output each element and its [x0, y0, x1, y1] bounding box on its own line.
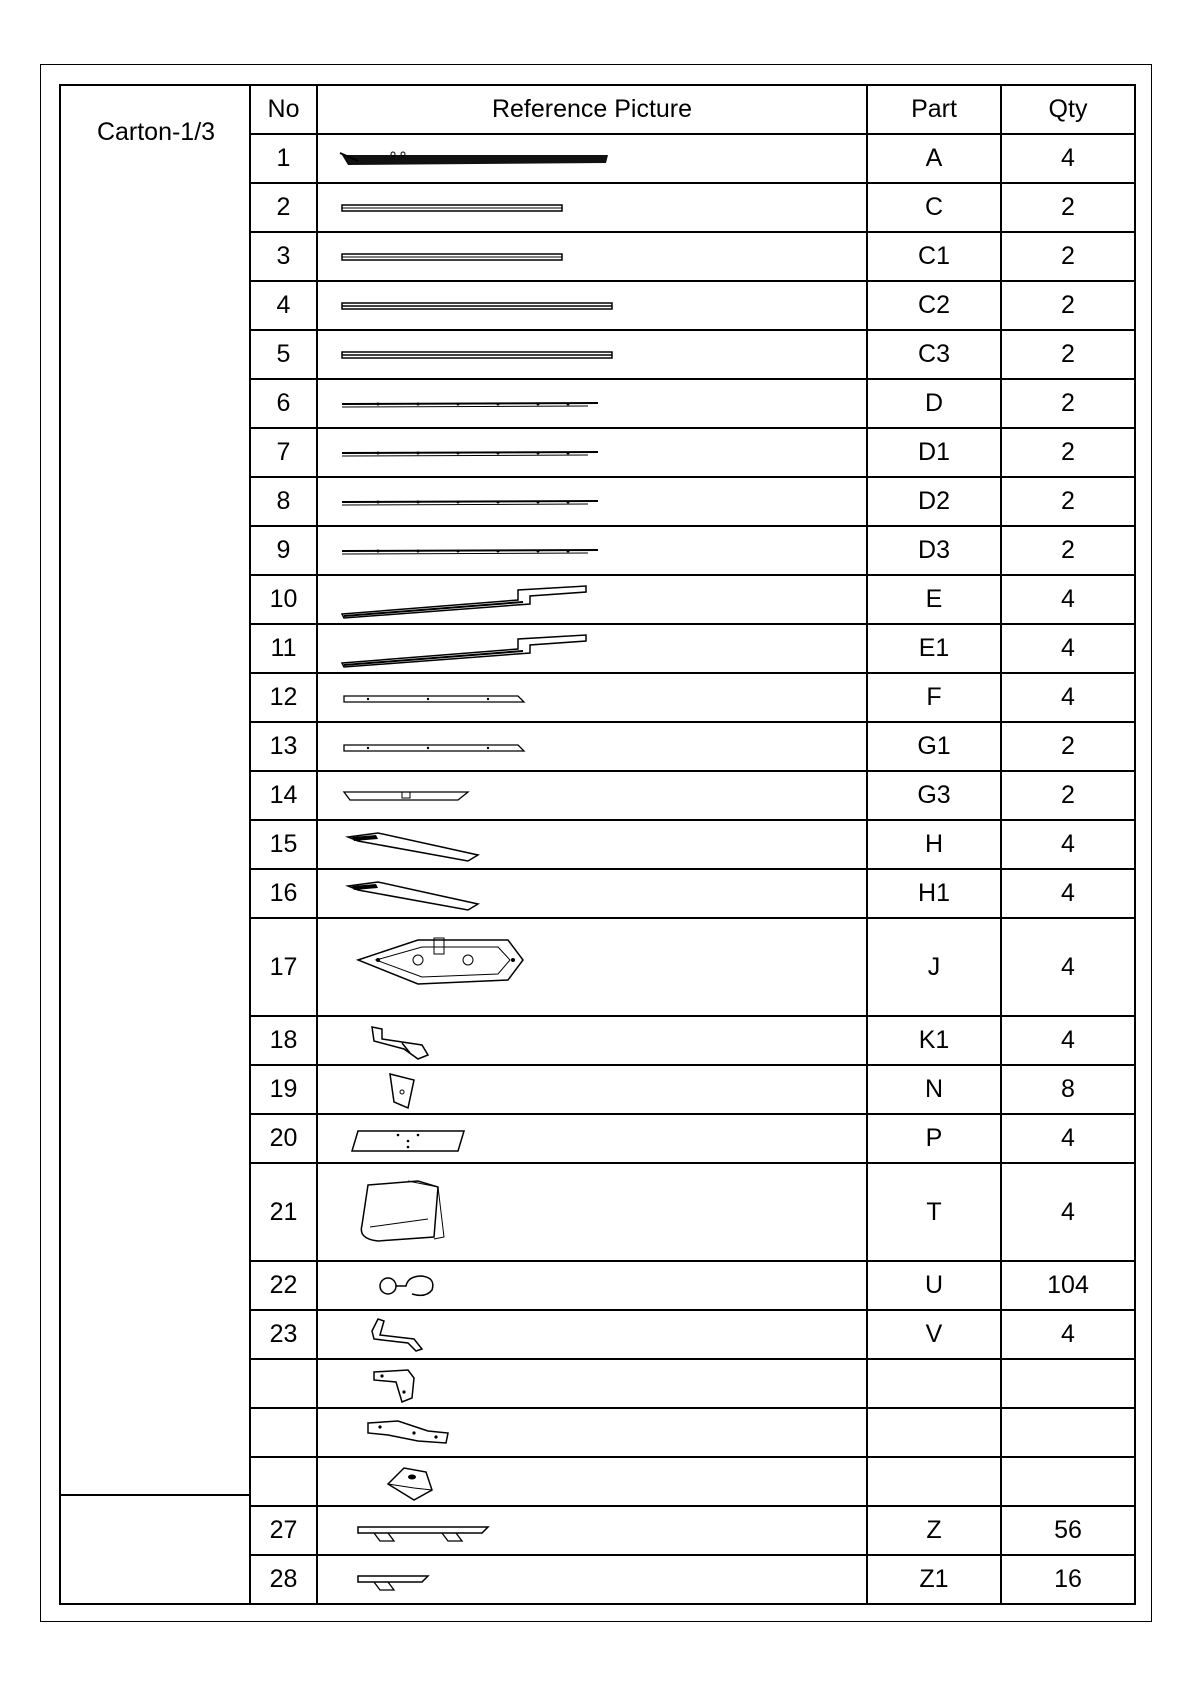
reference-picture-cell — [317, 1555, 867, 1604]
reference-picture-cell — [317, 673, 867, 722]
table-row — [250, 428, 1135, 477]
table-row — [250, 673, 1135, 722]
row-part — [867, 1359, 1001, 1408]
row-qty: 4 — [1001, 134, 1135, 183]
row-no — [250, 1359, 317, 1408]
reference-picture-cell — [317, 575, 867, 624]
carton-column — [59, 84, 249, 1605]
row-no: 16 — [250, 869, 317, 918]
row-qty: 4 — [1001, 673, 1135, 722]
carton-divider — [61, 1494, 251, 1496]
row-no: 5 — [250, 330, 317, 379]
row-no: 27 — [250, 1506, 317, 1555]
flat-bar-icon — [318, 727, 866, 767]
row-part: H1 — [867, 869, 1001, 918]
reference-picture-cell — [317, 624, 867, 673]
row-part: Z1 — [867, 1555, 1001, 1604]
row-part: C2 — [867, 281, 1001, 330]
clip-strip-icon — [318, 1511, 866, 1551]
row-part: C — [867, 183, 1001, 232]
row-no: 23 — [250, 1310, 317, 1359]
row-qty: 4 — [1001, 820, 1135, 869]
reference-picture-cell — [317, 477, 867, 526]
table-row — [250, 526, 1135, 575]
table-row — [250, 477, 1135, 526]
row-qty: 4 — [1001, 624, 1135, 673]
row-part: D2 — [867, 477, 1001, 526]
row-no — [250, 1457, 317, 1506]
table-row — [250, 1555, 1135, 1604]
row-part: D — [867, 379, 1001, 428]
row-no: 19 — [250, 1065, 317, 1114]
table-row — [250, 1261, 1135, 1310]
connector-plate-icon — [318, 1411, 866, 1455]
row-no: 4 — [250, 281, 317, 330]
reference-picture-cell — [317, 183, 867, 232]
row-part: P — [867, 1114, 1001, 1163]
table-row — [250, 918, 1135, 1016]
row-qty — [1001, 1359, 1135, 1408]
row-part: T — [867, 1163, 1001, 1261]
table-row — [250, 1114, 1135, 1163]
row-qty: 4 — [1001, 869, 1135, 918]
reference-picture-cell — [317, 869, 867, 918]
angled-arm-icon — [318, 578, 866, 622]
rubber-foot-icon — [318, 1460, 866, 1504]
header-no: No — [250, 85, 317, 134]
table-row — [250, 281, 1135, 330]
row-qty: 4 — [1001, 575, 1135, 624]
base-plate-icon — [318, 922, 866, 1012]
carton-label: Carton-1/3 — [96, 118, 216, 146]
table-row — [250, 722, 1135, 771]
table-row — [250, 1310, 1135, 1359]
row-part: C1 — [867, 232, 1001, 281]
row-part: D3 — [867, 526, 1001, 575]
row-qty: 2 — [1001, 232, 1135, 281]
row-part: K1 — [867, 1016, 1001, 1065]
row-no: 22 — [250, 1261, 317, 1310]
reference-picture-cell — [317, 428, 867, 477]
row-qty: 4 — [1001, 1163, 1135, 1261]
header-row — [250, 85, 1135, 134]
drilled-rail-icon — [318, 482, 866, 522]
table-row — [250, 1457, 1135, 1506]
brace-icon — [318, 825, 866, 865]
row-no: 14 — [250, 771, 317, 820]
mounting-plate-icon — [318, 1119, 866, 1159]
row-qty: 4 — [1001, 918, 1135, 1016]
row-qty — [1001, 1408, 1135, 1457]
row-qty: 4 — [1001, 1016, 1135, 1065]
reference-picture-cell — [317, 1506, 867, 1555]
row-no: 18 — [250, 1016, 317, 1065]
row-no: 1 — [250, 134, 317, 183]
table-row — [250, 1163, 1135, 1261]
row-part: E1 — [867, 624, 1001, 673]
reference-picture-cell — [317, 281, 867, 330]
row-part: Z — [867, 1506, 1001, 1555]
row-no: 28 — [250, 1555, 317, 1604]
row-part: U — [867, 1261, 1001, 1310]
row-no — [250, 1408, 317, 1457]
row-qty: 2 — [1001, 722, 1135, 771]
row-qty: 2 — [1001, 183, 1135, 232]
row-qty: 2 — [1001, 330, 1135, 379]
hook-ball-icon — [318, 1266, 866, 1306]
table-row — [250, 183, 1135, 232]
row-part: H — [867, 820, 1001, 869]
row-no: 11 — [250, 624, 317, 673]
bent-bracket-icon — [318, 1019, 866, 1063]
table-row — [250, 1506, 1135, 1555]
long-beam-with-bracket-icon — [318, 139, 866, 179]
row-qty: 2 — [1001, 379, 1135, 428]
reference-picture-cell — [317, 1261, 867, 1310]
row-qty: 4 — [1001, 1310, 1135, 1359]
row-no: 21 — [250, 1163, 317, 1261]
row-no: 2 — [250, 183, 317, 232]
row-qty: 104 — [1001, 1261, 1135, 1310]
angle-bracket-icon — [318, 1068, 866, 1112]
long-tube-icon — [318, 286, 866, 326]
flat-bar-icon — [318, 678, 866, 718]
long-tube-icon — [318, 335, 866, 375]
row-qty: 2 — [1001, 526, 1135, 575]
drilled-rail-icon — [318, 531, 866, 571]
reference-picture-cell — [317, 1359, 867, 1408]
header-qty: Qty — [1001, 85, 1135, 134]
table-row — [250, 134, 1135, 183]
reference-picture-cell — [317, 1408, 867, 1457]
row-part — [867, 1457, 1001, 1506]
row-no: 8 — [250, 477, 317, 526]
reference-picture-cell — [317, 1457, 867, 1506]
reference-picture-cell — [317, 722, 867, 771]
row-qty: 2 — [1001, 281, 1135, 330]
row-part: C3 — [867, 330, 1001, 379]
header-reference-picture: Reference Picture — [317, 85, 867, 134]
short-clip-icon — [318, 1560, 866, 1600]
table-row — [250, 232, 1135, 281]
row-part: G1 — [867, 722, 1001, 771]
row-part: J — [867, 918, 1001, 1016]
reference-picture-cell — [317, 1163, 867, 1261]
table-row — [250, 1016, 1135, 1065]
row-qty: 2 — [1001, 428, 1135, 477]
row-qty: 16 — [1001, 1555, 1135, 1604]
row-no: 3 — [250, 232, 317, 281]
fabric-panel-icon — [318, 1167, 866, 1257]
reference-picture-cell — [317, 232, 867, 281]
row-qty: 2 — [1001, 771, 1135, 820]
row-part — [867, 1408, 1001, 1457]
row-part: D1 — [867, 428, 1001, 477]
row-no: 17 — [250, 918, 317, 1016]
row-part: V — [867, 1310, 1001, 1359]
reference-picture-cell — [317, 526, 867, 575]
reference-picture-cell — [317, 771, 867, 820]
reference-picture-cell — [317, 134, 867, 183]
table-row — [250, 575, 1135, 624]
row-no: 13 — [250, 722, 317, 771]
tube-icon — [318, 237, 866, 277]
table-row — [250, 330, 1135, 379]
table-row — [250, 771, 1135, 820]
reference-picture-cell — [317, 1065, 867, 1114]
row-no: 15 — [250, 820, 317, 869]
row-part: F — [867, 673, 1001, 722]
drilled-rail-icon — [318, 433, 866, 473]
reference-picture-cell — [317, 379, 867, 428]
reference-picture-cell — [317, 820, 867, 869]
table-row — [250, 1065, 1135, 1114]
row-qty: 4 — [1001, 1114, 1135, 1163]
row-no: 20 — [250, 1114, 317, 1163]
row-no: 7 — [250, 428, 317, 477]
reference-picture-cell — [317, 1016, 867, 1065]
row-no: 10 — [250, 575, 317, 624]
row-no: 9 — [250, 526, 317, 575]
brace-icon — [318, 874, 866, 914]
angled-arm-icon — [318, 627, 866, 671]
row-no: 6 — [250, 379, 317, 428]
tube-icon — [318, 188, 866, 228]
drilled-rail-icon — [318, 384, 866, 424]
row-qty: 8 — [1001, 1065, 1135, 1114]
reference-picture-cell — [317, 1310, 867, 1359]
table-row — [250, 1359, 1135, 1408]
reference-picture-cell — [317, 1114, 867, 1163]
table-row — [250, 820, 1135, 869]
reference-picture-cell — [317, 330, 867, 379]
table-row — [250, 1408, 1135, 1457]
short-bar-icon — [318, 776, 866, 816]
header-part: Part — [867, 85, 1001, 134]
row-qty: 2 — [1001, 477, 1135, 526]
corner-bracket-icon — [318, 1362, 866, 1406]
z-bracket-icon — [318, 1313, 866, 1357]
row-qty: 56 — [1001, 1506, 1135, 1555]
row-part: N — [867, 1065, 1001, 1114]
row-part: G3 — [867, 771, 1001, 820]
row-qty — [1001, 1457, 1135, 1506]
row-part: A — [867, 134, 1001, 183]
parts-table — [249, 84, 1136, 1605]
table-row — [250, 379, 1135, 428]
table-row — [250, 869, 1135, 918]
reference-picture-cell — [317, 918, 867, 1016]
row-no: 12 — [250, 673, 317, 722]
table-row — [250, 624, 1135, 673]
row-part: E — [867, 575, 1001, 624]
